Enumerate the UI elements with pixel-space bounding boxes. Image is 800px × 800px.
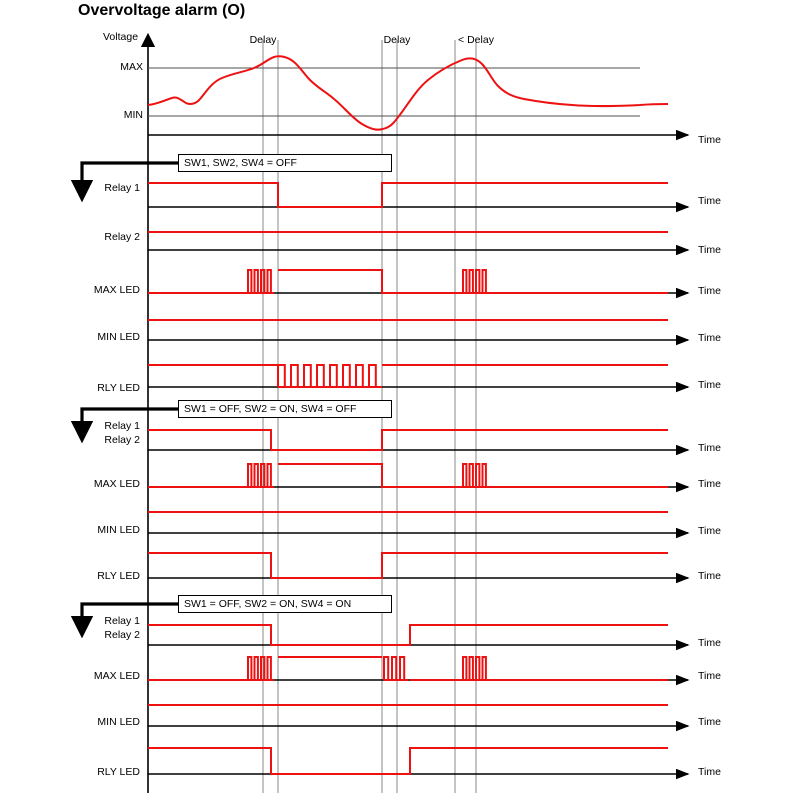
time-label-2: Time xyxy=(698,195,721,207)
row-label-relay1-a: Relay 1 xyxy=(104,182,140,194)
wave-relay-1-a xyxy=(148,183,668,207)
row-label-maxled-c: MAX LED xyxy=(93,670,140,682)
blink-max-led-b-1 xyxy=(463,464,489,487)
time-label-14: Time xyxy=(698,766,721,778)
blink-max-led-c-1 xyxy=(384,657,408,680)
row-label-rlyled-b: RLY LED xyxy=(97,570,140,582)
time-label-10: Time xyxy=(698,570,721,582)
row-label-rlyled-c: RLY LED xyxy=(97,766,140,778)
wave-relay-1-2-c xyxy=(148,625,668,645)
row-label-relay2-a: Relay 2 xyxy=(104,231,140,243)
wave-max-led-a xyxy=(148,270,668,293)
time-label-1: Time xyxy=(698,134,721,146)
time-label-8: Time xyxy=(698,478,721,490)
row-label-relay1-c: Relay 1 xyxy=(104,615,140,627)
blink-max-led-b-0 xyxy=(248,464,274,487)
time-label-4: Time xyxy=(698,285,721,297)
blink-max-led-c-2 xyxy=(463,657,489,680)
switch-config-box-2: SW1 = OFF, SW2 = ON, SW4 = OFF xyxy=(178,400,392,418)
axis-label-min: MIN xyxy=(123,109,143,121)
wave-rly-led-c xyxy=(148,748,668,774)
blink-max-led-a-1 xyxy=(463,270,489,293)
row-label-relay1-b: Relay 1 xyxy=(104,420,140,432)
row-label-relay2-c: Relay 2 xyxy=(104,629,140,641)
time-label-13: Time xyxy=(698,716,721,728)
time-label-11: Time xyxy=(698,637,721,649)
blink-max-led-a-0 xyxy=(248,270,274,293)
axis-label-max: MAX xyxy=(120,61,143,73)
row-label-rlyled-a: RLY LED xyxy=(97,382,140,394)
signal-waveforms xyxy=(148,183,668,774)
time-label-5: Time xyxy=(698,332,721,344)
time-label-6: Time xyxy=(698,379,721,391)
blink-max-led-c-0 xyxy=(248,657,274,680)
time-axes xyxy=(148,135,688,774)
blink-rly-led-a-0 xyxy=(278,365,382,387)
row-label-minled-b: MIN LED xyxy=(97,524,140,536)
wave-rly-led-b xyxy=(148,553,668,578)
wave-max-led-c xyxy=(148,657,668,680)
row-label-minled-a: MIN LED xyxy=(97,331,140,343)
wave-relay-1-2-b xyxy=(148,430,668,450)
switch-config-box-3: SW1 = OFF, SW2 = ON, SW4 = ON xyxy=(178,595,392,613)
row-label-maxled-b: MAX LED xyxy=(93,478,140,490)
row-label-minled-c: MIN LED xyxy=(97,716,140,728)
voltage-curve xyxy=(148,56,668,129)
switch-config-box-1: SW1, SW2, SW4 = OFF xyxy=(178,154,392,172)
wave-max-led-b xyxy=(148,464,668,487)
delay-marker-1: Delay xyxy=(249,34,277,46)
time-label-9: Time xyxy=(698,525,721,537)
row-label-maxled-a: MAX LED xyxy=(93,284,140,296)
row-label-relay2-b: Relay 2 xyxy=(104,434,140,446)
time-label-12: Time xyxy=(698,670,721,682)
axis-label-voltage: Voltage xyxy=(103,31,139,43)
delay-marker-3: < Delay xyxy=(458,34,494,46)
time-label-7: Time xyxy=(698,442,721,454)
time-label-3: Time xyxy=(698,244,721,256)
level-lines xyxy=(148,68,640,116)
page-title: Overvoltage alarm (O) xyxy=(78,2,246,19)
delay-marker-2: Delay xyxy=(383,34,411,46)
